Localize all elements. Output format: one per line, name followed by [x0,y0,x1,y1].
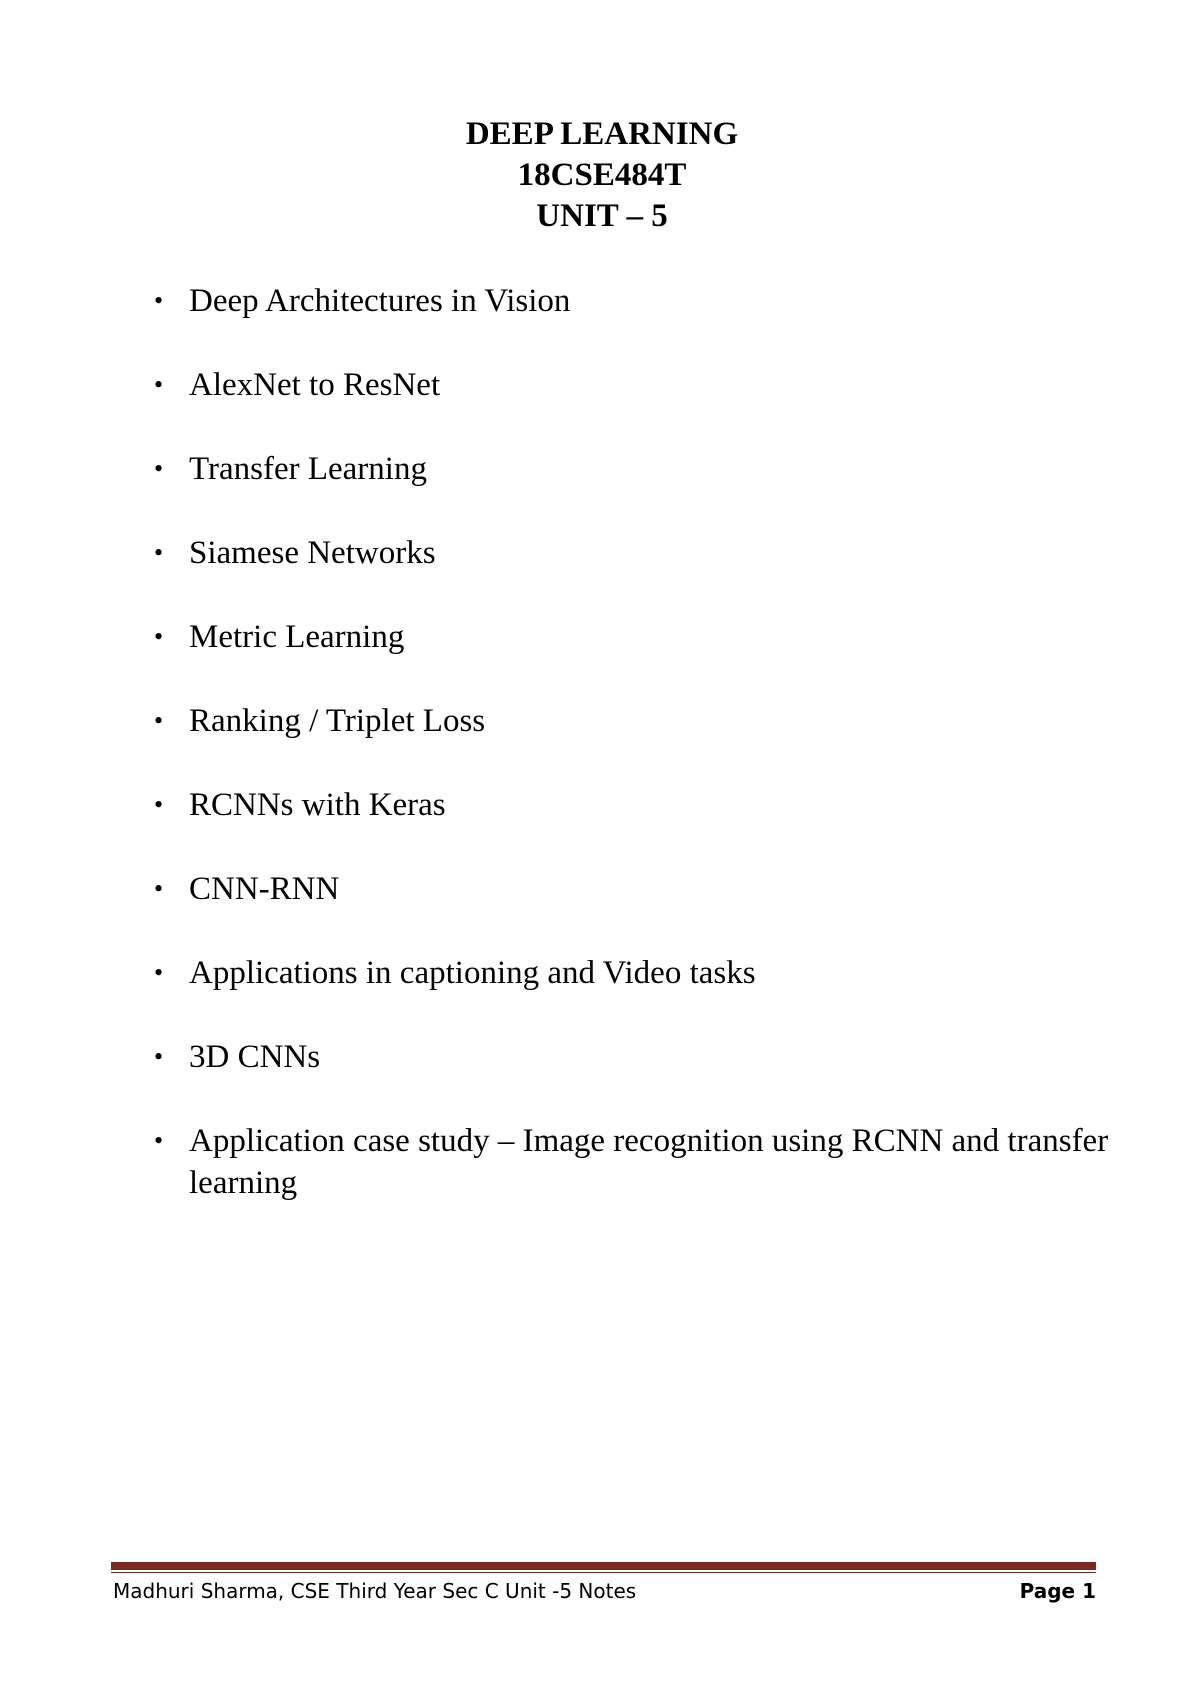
unit-heading: UNIT – 5 [536,198,668,234]
topic-text: Transfer Learning [189,451,427,487]
topic-text: RCNNs with Keras [189,787,446,823]
topic-text: Metric Learning [189,619,405,655]
topic-list [0,280,1200,1246]
topic-text: Applications in captioning and Video tasks [189,955,756,991]
list-item [0,784,1109,826]
topic-text: CNN-RNN [189,871,340,907]
list-item [0,1036,1109,1078]
list-item [0,364,1109,406]
topic-text: Deep Architectures in Vision [189,283,571,319]
list-item [0,868,1109,910]
course-title: DEEP LEARNING [465,116,739,152]
footer-author-note: Madhuri Sharma, CSE Third Year Sec C Unit -5 Notes [113,1579,637,1603]
page-number: Page 1 [1019,1579,1096,1603]
bullet-icon: • [154,706,164,735]
topic-text: 3D CNNs [189,1039,321,1075]
bullet-icon: • [154,622,164,651]
list-item [0,532,1109,574]
list-item [0,448,1109,490]
list-item [0,616,1109,658]
bullet-icon: • [154,454,164,483]
footer-divider-thin [111,1572,1096,1573]
topic-text: AlexNet to ResNet [189,367,441,403]
bullet-icon: • [154,874,164,903]
bullet-icon: • [154,790,164,819]
bullet-icon: • [154,370,164,399]
bullet-icon: • [154,958,164,987]
course-code: 18CSE484T [517,157,687,193]
topic-text: Siamese Networks [189,535,436,571]
list-item [0,952,1109,994]
footer-divider [111,1562,1096,1570]
list-item [0,280,1109,322]
bullet-icon: • [154,538,164,567]
topic-text: Application case study – Image recognition using RCNN and transfer learning [189,1123,1109,1201]
topic-text: Ranking / Triplet Loss [189,703,486,739]
bullet-icon: • [154,286,164,315]
list-item [0,1120,1109,1204]
bullet-icon: • [154,1126,164,1155]
document-title-block [0,114,1200,237]
list-item [0,700,1109,742]
bullet-icon: • [154,1042,164,1071]
